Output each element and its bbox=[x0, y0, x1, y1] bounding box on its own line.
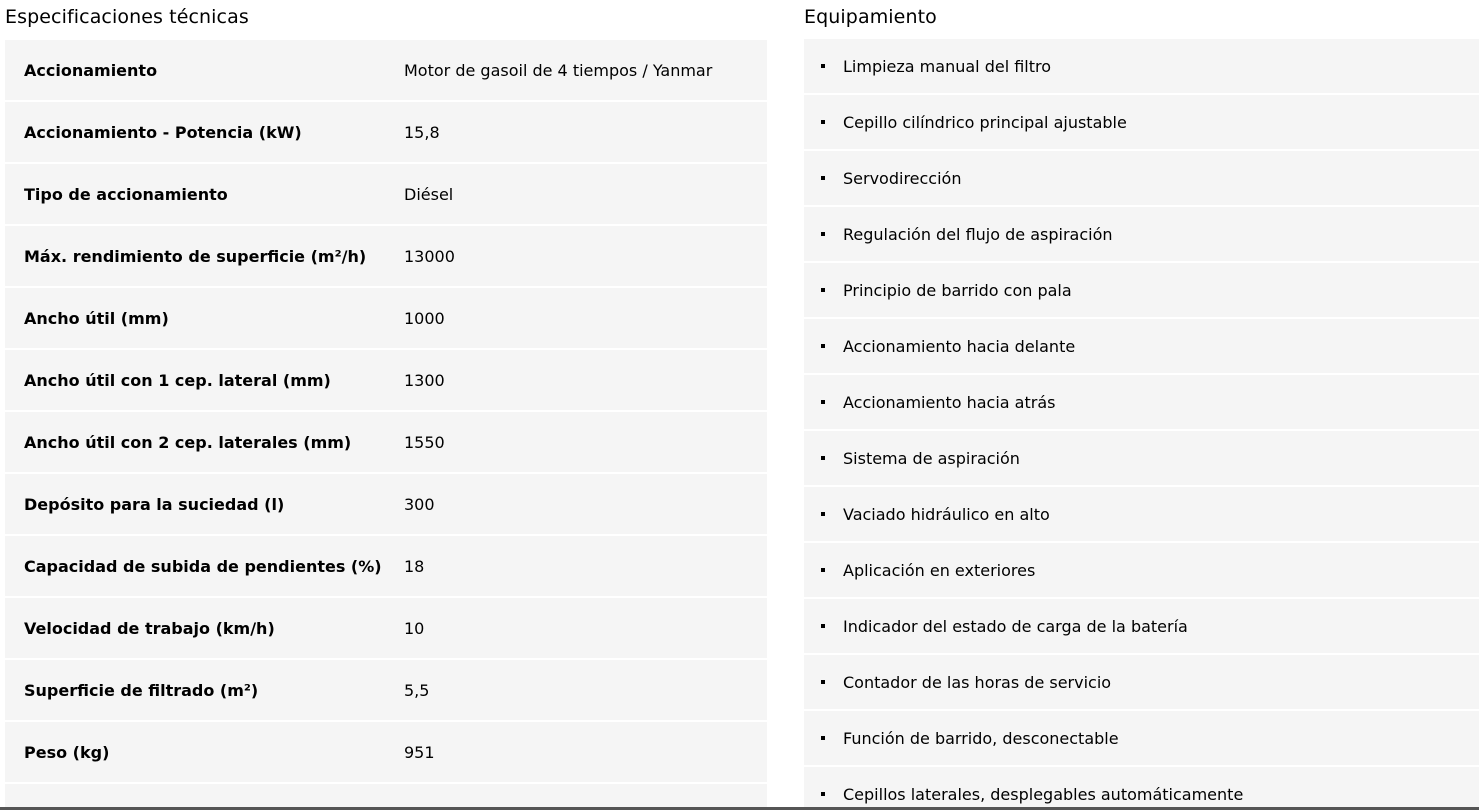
spec-label: Tipo de accionamiento bbox=[24, 184, 228, 204]
equipment-label: Principio de barrido con pala bbox=[843, 280, 1072, 300]
bullet-icon bbox=[821, 288, 825, 292]
list-item bbox=[804, 39, 1479, 93]
list-item bbox=[804, 543, 1479, 597]
spec-value: 1550 bbox=[404, 432, 445, 452]
bullet-icon bbox=[821, 176, 825, 180]
equipment-title: Equipamiento bbox=[804, 6, 937, 28]
bullet-icon bbox=[821, 232, 825, 236]
spec-value: Motor de gasoil de 4 tiempos / Yanmar bbox=[404, 60, 713, 80]
spec-label: Capacidad de subida de pendientes (%) bbox=[24, 556, 382, 576]
list-item bbox=[804, 599, 1479, 653]
spec-value: 1000 bbox=[404, 308, 445, 328]
spec-label: Depósito para la suciedad (l) bbox=[24, 494, 285, 514]
bullet-icon bbox=[821, 568, 825, 572]
bullet-icon bbox=[821, 64, 825, 68]
list-item bbox=[804, 375, 1479, 429]
spec-label: Ancho útil con 1 cep. lateral (mm) bbox=[24, 370, 331, 390]
spec-value: 13000 bbox=[404, 246, 455, 266]
bullet-icon bbox=[821, 344, 825, 348]
spec-label: Máx. rendimiento de superficie (m²/h) bbox=[24, 246, 367, 266]
spec-value: 300 bbox=[404, 494, 435, 514]
spec-label: Peso (kg) bbox=[24, 742, 110, 762]
equipment-label: Servodirección bbox=[843, 168, 962, 188]
bullet-icon bbox=[821, 624, 825, 628]
bullet-icon bbox=[821, 792, 825, 796]
spec-row bbox=[5, 722, 767, 782]
equipment-label: Cepillos laterales, desplegables automáticamente bbox=[843, 784, 1244, 804]
spec-value: 5,5 bbox=[404, 680, 430, 700]
spec-row bbox=[5, 474, 767, 534]
spec-label: Accionamiento bbox=[24, 60, 158, 80]
spec-row bbox=[5, 660, 767, 720]
equipment-label: Indicador del estado de carga de la batería bbox=[843, 616, 1188, 636]
list-item bbox=[804, 711, 1479, 765]
equipment-label: Accionamiento hacia atrás bbox=[843, 392, 1056, 412]
equipment-section bbox=[804, 0, 1479, 810]
bullet-icon bbox=[821, 680, 825, 684]
list-item bbox=[804, 319, 1479, 373]
list-item bbox=[804, 487, 1479, 541]
specifications-title: Especificaciones técnicas bbox=[5, 6, 249, 28]
equipment-label: Sistema de aspiración bbox=[843, 448, 1020, 468]
equipment-label: Aplicación en exteriores bbox=[843, 560, 1036, 580]
spec-label: Accionamiento - Potencia (kW) bbox=[24, 122, 302, 142]
equipment-label: Función de barrido, desconectable bbox=[843, 728, 1119, 748]
equipment-list bbox=[804, 39, 1479, 810]
spec-row bbox=[5, 536, 767, 596]
spec-row bbox=[5, 102, 767, 162]
spec-label: Velocidad de trabajo (km/h) bbox=[24, 618, 275, 638]
bullet-icon bbox=[821, 400, 825, 404]
bullet-icon bbox=[821, 120, 825, 124]
list-item bbox=[804, 767, 1479, 810]
spec-row bbox=[5, 412, 767, 472]
spec-row bbox=[5, 226, 767, 286]
equipment-label: Accionamiento hacia delante bbox=[843, 336, 1076, 356]
spec-label: Superficie de filtrado (m²) bbox=[24, 680, 259, 700]
bullet-icon bbox=[821, 512, 825, 516]
spec-value: 18 bbox=[404, 556, 425, 576]
specifications-section bbox=[5, 0, 767, 810]
list-item bbox=[804, 95, 1479, 149]
spec-row bbox=[5, 288, 767, 348]
spec-row bbox=[5, 40, 767, 100]
spec-value: 15,8 bbox=[404, 122, 440, 142]
list-item bbox=[804, 263, 1479, 317]
bullet-icon bbox=[821, 456, 825, 460]
spec-value: Diésel bbox=[404, 184, 454, 204]
spec-value: 951 bbox=[404, 742, 435, 762]
equipment-label: Contador de las horas de servicio bbox=[843, 672, 1112, 692]
bullet-icon bbox=[821, 736, 825, 740]
list-item bbox=[804, 431, 1479, 485]
specifications-table bbox=[5, 40, 767, 810]
equipment-label: Limpieza manual del filtro bbox=[843, 56, 1052, 76]
spec-row bbox=[5, 164, 767, 224]
spec-row bbox=[5, 350, 767, 410]
list-item bbox=[804, 207, 1479, 261]
spec-value: 1300 bbox=[404, 370, 445, 390]
equipment-label: Cepillo cilíndrico principal ajustable bbox=[843, 112, 1127, 132]
list-item bbox=[804, 151, 1479, 205]
spec-label: Ancho útil (mm) bbox=[24, 308, 169, 328]
spec-label: Ancho útil con 2 cep. laterales (mm) bbox=[24, 432, 352, 452]
list-item bbox=[804, 655, 1479, 709]
equipment-label: Regulación del flujo de aspiración bbox=[843, 224, 1113, 244]
spec-value: 10 bbox=[404, 618, 425, 638]
equipment-label: Vaciado hidráulico en alto bbox=[843, 504, 1050, 524]
spec-row bbox=[5, 598, 767, 658]
